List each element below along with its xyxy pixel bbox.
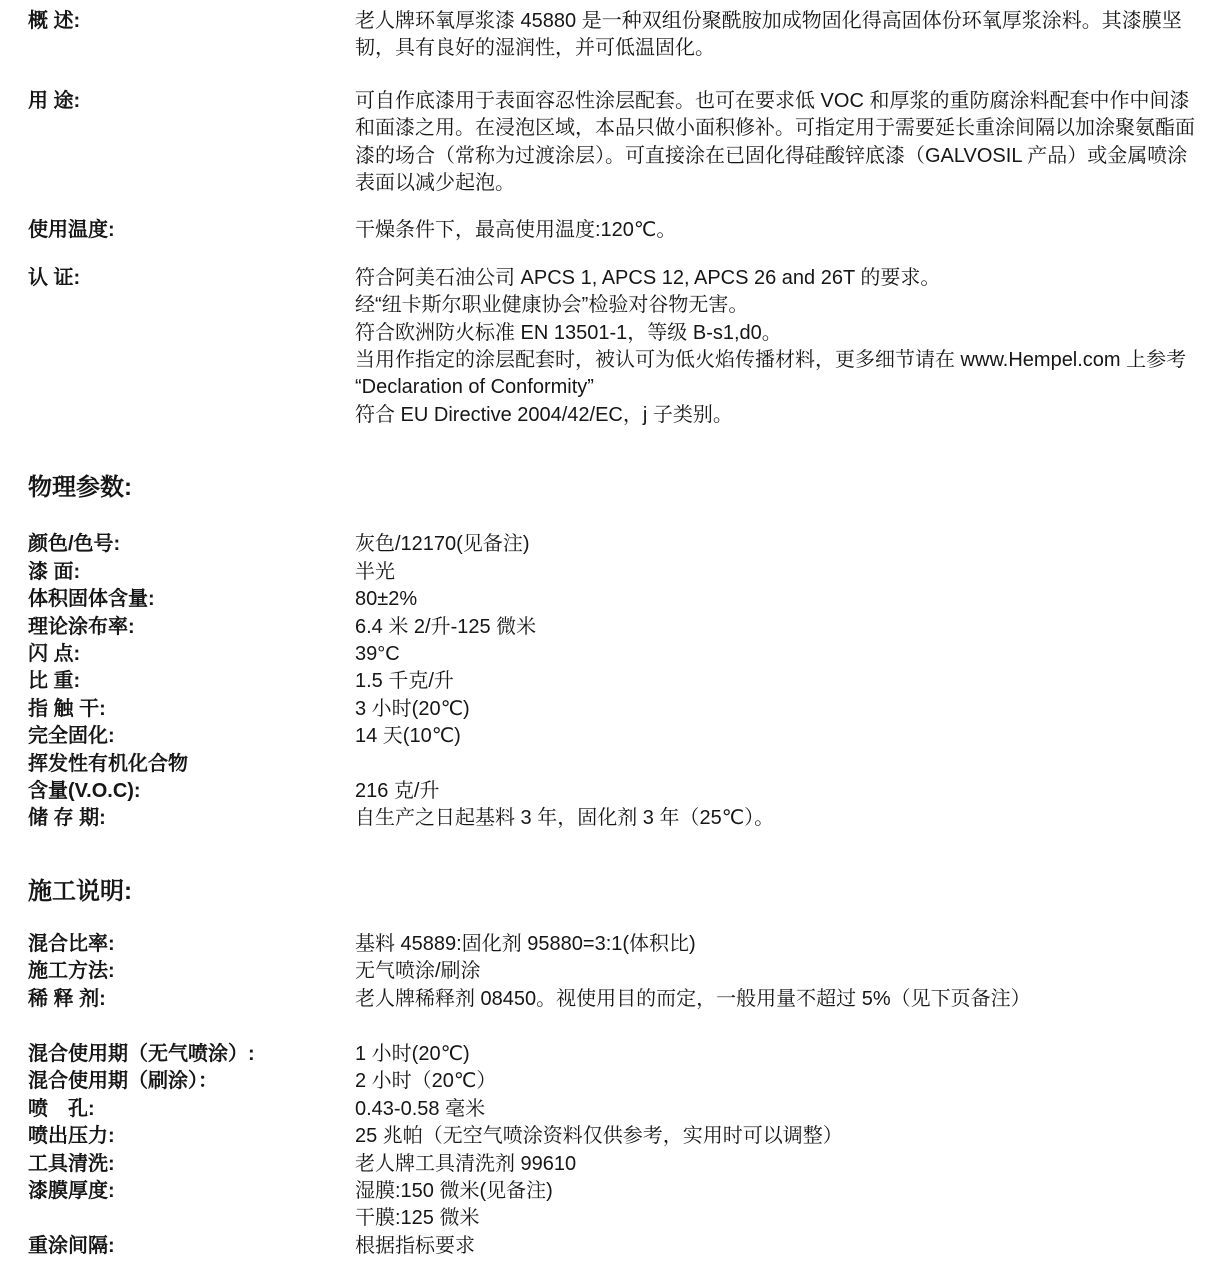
certificates-value xyxy=(355,265,1195,429)
specific-gravity-label: 比 重: xyxy=(28,670,81,693)
row-usage xyxy=(28,88,1195,198)
physical-constants-table xyxy=(28,531,1195,832)
certificate-line: 符合 EU Directive 2004/42/EC，j 子类别。 xyxy=(355,403,733,426)
spreading-rate-label: 理论涂布率: xyxy=(28,615,135,638)
film-thickness-label: 漆膜厚度: xyxy=(28,1180,115,1202)
thinner-label: 稀 释 剂: xyxy=(28,987,106,1010)
touch-dry-label: 指 触 干: xyxy=(28,697,106,720)
usage-text: 可自作底漆用于表面容忍性涂层配套。也可在要求低 VOC 和厚浆的重防腐涂料配套中作中间漆和面漆之用。在浸泡区域，本品只做小面积修补。可指定用于需要延长重涂间隔以加涂聚氨酯面漆的场合（常称为过渡涂层）。可直接涂在已固化得硅酸锌底漆（GALVOSIL 产品）或金属喷涂表面以减少起泡。 xyxy=(355,89,1195,195)
volume-solids-value: 80±2% xyxy=(355,588,418,611)
pot-life-brush-label: 混合使用期（刷涂）： xyxy=(28,1070,218,1093)
tools-cleaning-value: 老人牌工具清洗剂 99610 xyxy=(355,1152,577,1175)
finish-value: 半光 xyxy=(355,560,395,583)
color-value: 灰色/12170(见备注) xyxy=(355,533,530,556)
voc-content-value: 216 克/升 xyxy=(355,779,440,802)
mixing-ratio-value: 基料 45889:固化剂 95880=3:1(体积比) xyxy=(355,932,696,955)
voc-title-value xyxy=(355,751,1195,778)
pot-life-spray-label: 混合使用期（无气喷涂）: xyxy=(28,1042,255,1065)
specific-gravity-value: 1.5 千克/升 xyxy=(355,670,454,693)
spreading-rate-value: 6.4 米 2/升-125 微米 xyxy=(355,615,537,638)
row-nozzle-pressure xyxy=(28,1123,1195,1150)
application-table-top xyxy=(28,931,1195,1013)
recoat-interval-label: 重涂间隔: xyxy=(28,1234,115,1257)
shelf-life-label: 储 存 期: xyxy=(28,807,106,830)
row-certificates xyxy=(28,265,1195,429)
touch-dry-value: 3 小时(20℃) xyxy=(355,697,470,720)
certificate-line: 经“纽卡斯尔职业健康协会”检验对谷物无害。 xyxy=(355,294,749,317)
row-volume-solids xyxy=(28,586,1195,613)
film-thickness-dry: 干膜:125 微米 xyxy=(355,1207,480,1230)
recoat-interval-value: 根据指标要求 xyxy=(355,1234,475,1257)
pot-life-brush-value: 2 小时（20℃） xyxy=(355,1070,497,1093)
application-table-bottom xyxy=(28,1041,1195,1260)
row-pot-life-spray xyxy=(28,1041,1195,1068)
row-service-temperature xyxy=(28,217,1195,244)
shelf-life-value: 自生产之日起基料 3 年，固化剂 3 年（25℃）。 xyxy=(355,807,775,830)
row-overview xyxy=(28,8,1195,63)
certificate-line: “Declaration of Conformity” xyxy=(355,376,594,399)
row-pot-life-brush xyxy=(28,1068,1195,1095)
certificate-line: 符合欧洲防火标准 EN 13501-1，等级 B-s1,d0。 xyxy=(355,321,782,344)
usage-value xyxy=(355,88,1195,198)
flash-point-value: 39°C xyxy=(355,642,400,665)
row-voc-content xyxy=(28,778,1195,805)
application-method-label: 施工方法: xyxy=(28,960,115,983)
overview-text: 老人牌环氧厚浆漆 45880 是一种双组份聚酰胺加成物固化得高固体份环氧厚浆涂料。其漆膜坚韧，具有良好的湿润性，并可低温固化。 xyxy=(355,10,1182,60)
row-fully-cured xyxy=(28,723,1195,750)
tools-cleaning-label: 工具清洗: xyxy=(28,1152,115,1175)
overview-label: 概 述: xyxy=(28,10,81,32)
voc-content-label: 含量(V.O.C): xyxy=(28,779,141,802)
pot-life-spray-value: 1 小时(20℃) xyxy=(355,1042,470,1065)
nozzle-orifice-value: 0.43-0.58 毫米 xyxy=(355,1097,486,1120)
row-shelf-life xyxy=(28,805,1195,832)
row-recoat-interval xyxy=(28,1233,1195,1260)
row-spreading-rate xyxy=(28,614,1195,641)
service-temperature-text: 干燥条件下，最高使用温度:120℃。 xyxy=(355,219,677,242)
row-thinner xyxy=(28,986,1195,1013)
nozzle-orifice-label: 喷 孔: xyxy=(28,1097,95,1120)
row-color xyxy=(28,531,1195,558)
voc-title-label: 挥发性有机化合物 xyxy=(28,752,188,775)
color-label: 颜色/色号: xyxy=(28,533,121,556)
row-tools-cleaning xyxy=(28,1151,1195,1178)
row-flash-point xyxy=(28,641,1195,668)
row-finish xyxy=(28,559,1195,586)
flash-point-label: 闪 点: xyxy=(28,642,81,665)
service-temperature-value xyxy=(355,217,1195,244)
finish-label: 漆 面: xyxy=(28,560,81,583)
service-temperature-label: 使用温度: xyxy=(28,219,115,242)
application-details-heading: 施工说明: xyxy=(28,877,132,905)
application-method-value: 无气喷涂/刷涂 xyxy=(355,960,481,983)
fully-cured-value: 14 天(10℃) xyxy=(355,725,461,748)
certificate-line: 符合阿美石油公司 APCS 1, APCS 12, APCS 26 and 26T 的要求。 xyxy=(355,266,941,289)
fully-cured-label: 完全固化: xyxy=(28,725,115,748)
row-voc-title xyxy=(28,751,1195,778)
nozzle-pressure-value: 25 兆帕（无空气喷涂资料仅供参考，实用时可以调整） xyxy=(355,1125,843,1148)
thinner-value: 老人牌稀释剂 08450。视使用目的而定，一般用量不超过 5%（见下页备注） xyxy=(355,987,1031,1010)
row-nozzle-orifice xyxy=(28,1096,1195,1123)
certificate-line: 当用作指定的涂层配套时，被认可为低火焰传播材料，更多细节请在 www.Hempel.com 上参考 xyxy=(355,349,1187,372)
usage-label: 用 途: xyxy=(28,89,81,112)
row-application-method xyxy=(28,958,1195,985)
row-film-thickness xyxy=(28,1178,1195,1233)
row-specific-gravity xyxy=(28,668,1195,695)
row-touch-dry xyxy=(28,696,1195,723)
certificates-label: 认 证: xyxy=(28,266,81,289)
physical-constants-heading: 物理参数: xyxy=(28,474,132,502)
mixing-ratio-label: 混合比率: xyxy=(28,932,115,955)
film-thickness-wet: 湿膜:150 微米(见备注) xyxy=(355,1180,553,1202)
row-mixing-ratio xyxy=(28,931,1195,958)
nozzle-pressure-label: 喷出压力: xyxy=(28,1125,115,1148)
overview-value xyxy=(355,8,1195,63)
volume-solids-label: 体积固体含量: xyxy=(28,588,155,611)
